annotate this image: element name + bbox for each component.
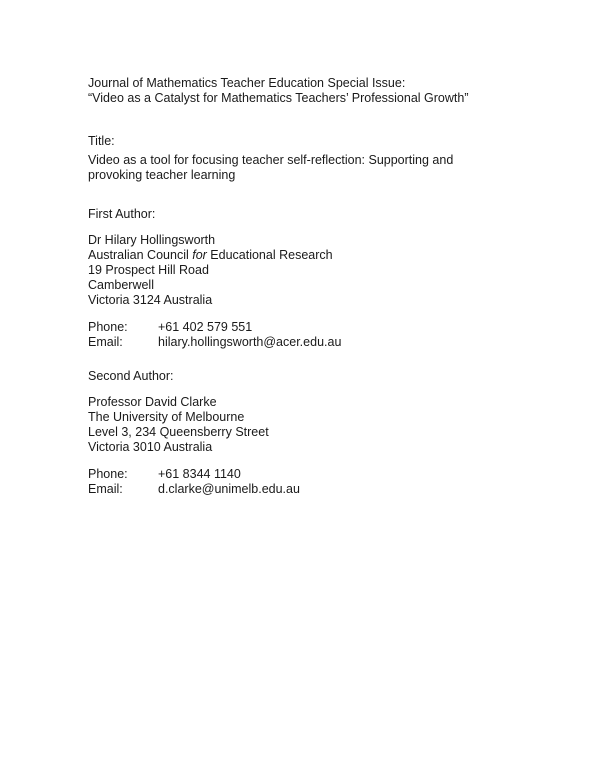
first-author-name: Dr Hilary Hollingsworth — [88, 233, 216, 247]
first-author-address-state: Victoria 3124 Australia — [88, 293, 213, 307]
first-author-address-suburb: Camberwell — [88, 278, 154, 292]
second-author-name: Professor David Clarke — [88, 395, 217, 409]
phone-label: Phone: — [88, 467, 128, 481]
title-label: Title: — [88, 134, 115, 148]
second-author-phone-row — [88, 467, 300, 482]
first-author-phone-row — [88, 320, 341, 335]
phone-label: Phone: — [88, 320, 128, 334]
special-issue-title: “Video as a Catalyst for Mathematics Teachers’ Professional Growth” — [88, 91, 469, 105]
first-author-organisation: Australian Council for Educational Research — [88, 248, 333, 262]
journal-name: Journal of Mathematics Teacher Education Special Issue: — [88, 76, 406, 90]
first-author-phone: +61 402 579 551 — [158, 320, 253, 334]
second-author-phone: +61 8344 1140 — [158, 467, 241, 481]
first-author-label: First Author: — [88, 207, 156, 221]
second-author-label: Second Author: — [88, 369, 174, 383]
paper-title: Video as a tool for focusing teacher self-reflection: Supporting and provoking teacher learning — [88, 153, 454, 182]
email-label: Email: — [88, 335, 123, 349]
second-author-email-row — [88, 482, 300, 497]
second-author-organisation: The University of Melbourne — [88, 410, 245, 424]
second-author-address-state: Victoria 3010 Australia — [88, 440, 213, 454]
first-author-section — [88, 207, 341, 350]
email-label: Email: — [88, 482, 123, 496]
second-author-address-street: Level 3, 234 Queensberry Street — [88, 425, 269, 439]
first-author-email-row — [88, 335, 341, 350]
journal-header — [88, 76, 469, 106]
first-author-email[interactable]: hilary.hollingsworth@acer.edu.au — [158, 335, 342, 349]
title-section — [88, 134, 508, 183]
second-author-section — [88, 369, 300, 497]
second-author-email[interactable]: d.clarke@unimelb.edu.au — [158, 482, 300, 496]
first-author-address-street: 19 Prospect Hill Road — [88, 263, 209, 277]
